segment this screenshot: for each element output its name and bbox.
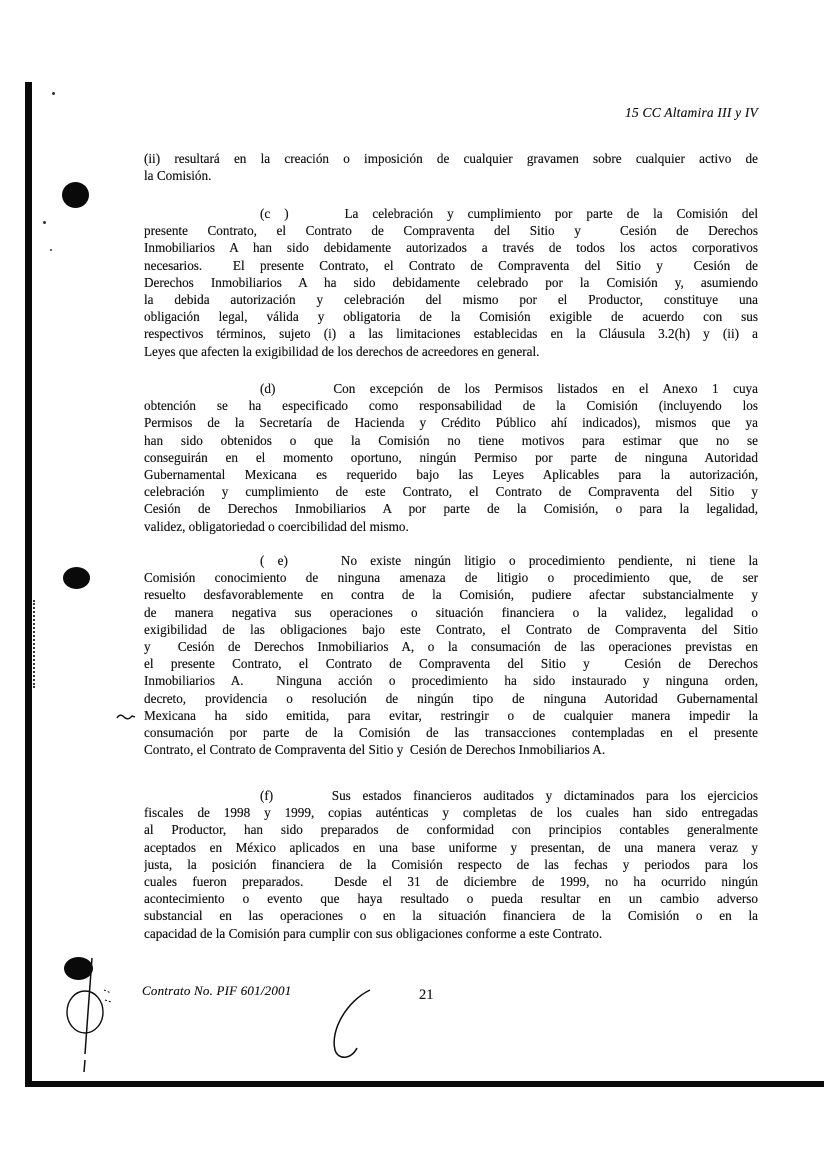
text-line: Gubernamental Mexicana es requerido bajo las Leyes Aplicables para la autorización, bbox=[144, 466, 758, 482]
text-line: y Cesión de Derechos Inmobiliarios A, o la consumación de las operaciones previstas en bbox=[144, 638, 758, 654]
text-line: obligación legal, válida y obligatoria de la Comisión exigible de acuerdo con sus bbox=[144, 309, 758, 325]
text-line: obtención se ha especificado como responsabilidad de la Comisión (incluyendo los bbox=[144, 398, 758, 414]
text-line: Mexicana ha sido emitida, para evitar, restringir o de cualquier manera impedir la bbox=[144, 707, 758, 723]
text-line: consumación por parte de la Comisión de las transacciones contempladas en el presente bbox=[144, 724, 758, 740]
text-line: la debida autorización y celebración del mismo por el Productor, constituye una bbox=[144, 291, 758, 307]
left-scan-bar bbox=[25, 82, 32, 1087]
text-line: Derechos Inmobiliarios A ha sido debidamente celebrado por la Comisión y, asumiendo bbox=[144, 274, 758, 290]
text-line: exigibilidad de las obligaciones bajo este Contrato, el Contrato de Compraventa del Sitio bbox=[144, 621, 758, 637]
text-line: Inmobiliarios A. Ninguna acción o procedimiento ha sido instaurado y ninguna orden, bbox=[144, 673, 758, 689]
text-line: Cesión de Derechos Inmobiliarios A por parte de la Comisión, o para la legalidad, bbox=[144, 501, 758, 517]
text-line: capacidad de la Comisión para cumplir con sus obligaciones conforme a este Contrato. bbox=[144, 925, 603, 941]
margin-squiggle-mark bbox=[116, 711, 136, 723]
bottom-scan-bar bbox=[25, 1081, 824, 1087]
text-line: de manera negativa sus operaciones o situación financiera o la validez, legalidad o bbox=[144, 604, 758, 620]
text-line: Permisos de la Secretaría de Hacienda y Crédito Público ahí indicados), mismos que ya bbox=[144, 415, 758, 431]
text-line: conseguirán en el momento oportuno, ningún Permiso por parte de ninguna Autoridad bbox=[144, 449, 758, 465]
page-number: 21 bbox=[419, 987, 434, 1003]
text-line: validez, obligatoriedad o coercibilidad del mismo. bbox=[144, 518, 409, 534]
text-line: Contrato, el Contrato de Compraventa del Sitio y Cesión de Derechos Inmobiliarios A. bbox=[144, 742, 606, 758]
text-line: respectivos términos, sujeto (i) a las limitaciones establecidas en la Cláusula 3.2(h) y (ii) a bbox=[144, 326, 758, 342]
text-line: (ii) resultará en la creación o imposición de cualquier gravamen sobre cualquier activo de bbox=[144, 151, 758, 166]
paragraph-d bbox=[144, 380, 758, 535]
scan-edge-noise bbox=[33, 600, 37, 688]
text-line: acontecimiento o evento que haya resultado o pueda resultar en un cambio adverso bbox=[144, 891, 758, 907]
paragraph-c bbox=[144, 205, 758, 360]
text-line: el presente Contrato, el Contrato de Compraventa del Sitio y Cesión de Derechos bbox=[144, 656, 758, 672]
text-line: han sido obtenidos o que la Comisión no tiene motivos para estimar que no se bbox=[144, 432, 758, 448]
text-line: al Productor, han sido preparados de conformidad con principios contables generalmente bbox=[144, 822, 758, 838]
text-line: substancial en las operaciones o en la situación financiera de la Comisión o en la bbox=[144, 908, 758, 924]
text-line: cuales fueron preparados. Desde el 31 de diciembre de 1999, no ha ocurrido ningún bbox=[144, 873, 758, 889]
text-line: resuelto desfavorablemente en contra de la Comisión, pudiere afectar substancialmente y bbox=[144, 587, 758, 603]
paragraph-ii bbox=[144, 150, 758, 184]
text-line: decreto, providencia o resolución de ningún tipo de ninguna Autoridad Gubernamental bbox=[144, 690, 758, 706]
text-line: (c ) La celebración y cumplimiento por parte de la Comisión del bbox=[260, 206, 758, 221]
paragraph-e bbox=[144, 552, 758, 758]
text-line: Leyes que afecten la exigibilidad de los derechos de acreedores en general. bbox=[144, 343, 540, 359]
text-line: celebración y cumplimiento de este Contrato, el Contrato de Compraventa del Sitio y bbox=[144, 484, 758, 500]
text-line: justa, la posición financiera de la Comisión respecto de las fechas y periodos para los bbox=[144, 856, 758, 872]
hole-punch-mark bbox=[62, 182, 89, 208]
text-line: la Comisión. bbox=[144, 168, 212, 184]
text-line: (d) Con excepción de los Permisos listados en el Anexo 1 cuya bbox=[260, 381, 758, 396]
text-line: necesarios. El presente Contrato, el Contrato de Compraventa del Sitio y Cesión de bbox=[144, 257, 758, 273]
pen-doodle bbox=[52, 948, 118, 1078]
text-line: Comisión conocimiento de ninguna amenaza de litigio o procedimiento que, de ser bbox=[144, 570, 758, 586]
text-line: Inmobiliarios A han sido debidamente autorizados a través de todos los actos corporativos bbox=[144, 240, 758, 256]
paragraph-f bbox=[144, 787, 758, 942]
text-line: fiscales de 1998 y 1999, copias auténticas y completas de los cuales han sido entregadas bbox=[144, 805, 758, 821]
text-line: aceptados en México aplicados en una base uniforme y presentan, de una manera veraz y bbox=[144, 839, 758, 855]
scan-speck bbox=[43, 221, 46, 224]
text-line: presente Contrato, el Contrato de Compraventa del Sitio y Cesión de Derechos bbox=[144, 223, 758, 239]
pen-mark-footer bbox=[318, 986, 382, 1064]
scan-speck bbox=[50, 249, 52, 251]
header-annotation: 15 CC Altamira III y IV bbox=[625, 105, 758, 120]
text-line: ( e) No existe ningún litigio o procedimiento pendiente, ni tiene la bbox=[260, 553, 758, 568]
scan-speck bbox=[52, 92, 55, 95]
hole-punch-mark bbox=[63, 567, 90, 589]
text-line: (f) Sus estados financieros auditados y dictaminados para los ejercicios bbox=[260, 788, 758, 803]
footer-contract-number: Contrato No. PIF 601/2001 bbox=[142, 983, 292, 998]
